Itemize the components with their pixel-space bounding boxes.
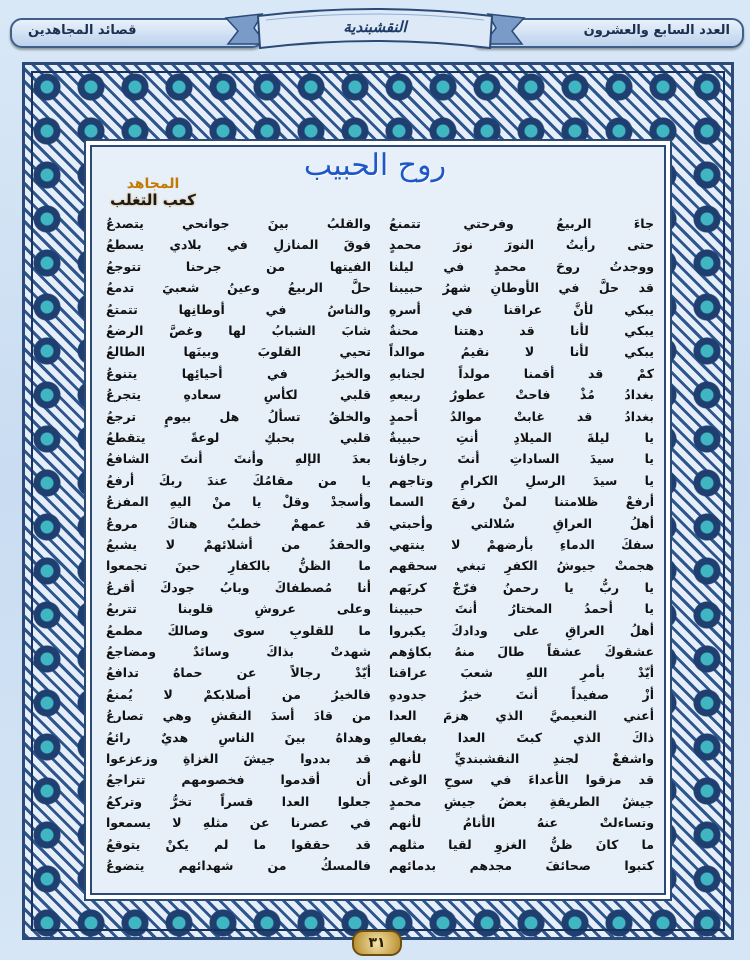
verse-second-hemistich: ما الظنُّ بالكفارِ حينَ تجمعوا [106, 558, 371, 574]
verse-row [106, 853, 654, 879]
header-issue-label: العدد السابع والعشرون [583, 23, 730, 38]
verse-second-hemistich: ما للقلوبِ سوى وصالكَ مطمعُ [106, 622, 371, 638]
verse-first-hemistich: أزْ صفيداً أنتَ خيرُ جدودهِ [389, 686, 654, 702]
verse-second-hemistich: أن أقدموا فخصومهم تتراجعُ [106, 772, 371, 788]
verse-second-hemistich: شابَ الشبابُ لها وغصَّ الرضعُ [106, 323, 371, 338]
verse-first-hemistich: أيّدْ بأمرِ اللهِ شعبَ عراقنا [389, 665, 654, 681]
verse-first-hemistich: يا سيدَ الساداتِ أنتَ رجاؤنا [389, 451, 654, 467]
verse-first-hemistich: سفكَ الدماءِ بأرضهمْ لا ينتهي [389, 537, 654, 552]
verse-first-hemistich: يا ربُّ يا رحمنُ فرّجْ كربَهم [389, 579, 654, 595]
verse-first-hemistich: جاءَ الربيعُ وفرحتي تتمنعُ [389, 216, 654, 231]
verse-second-hemistich: قد عمهمْ خطبٌ هناكَ مروعُ [106, 515, 371, 531]
verse-second-hemistich: والحقدُ من أشلائهمْ لا يشبعُ [106, 537, 371, 552]
verse-first-hemistich: يبكي لأنا لا نقيمُ موالداً [389, 344, 654, 360]
verse-second-hemistich: وهداهُ بينَ الناسِ هديٌ رائعُ [106, 729, 371, 745]
verse-second-hemistich: في عصرنا عن مثلهِ لا يسمعوا [106, 815, 371, 831]
author-name: كعب التغلب [110, 191, 196, 209]
verse-first-hemistich: عشقوكَ عشقاً طالَ منهُ بكاؤهم [389, 644, 654, 659]
verse-second-hemistich: قلبي لكأسِ سعادهِ يتجرعُ [106, 387, 371, 403]
verse-first-hemistich: يبكي لأنا قد دهتنا محنةٌ [389, 323, 654, 338]
verse-second-hemistich: والخيرُ في أحيائِها يتنوعُ [106, 365, 371, 381]
verse-second-hemistich: الفيتها من جرحنا تتوجعُ [106, 258, 371, 274]
verse-first-hemistich: قد مزقوا الأعداءَ في سوحِ الوغى [389, 772, 654, 788]
verse-second-hemistich: فوقَ المنازلِ في بلادي يسطعُ [106, 237, 371, 253]
verse-first-hemistich: بغدادُ مُذْ فاحتْ عطورُ ربيعهِ [389, 387, 654, 403]
verse-second-hemistich: حلَّ الربيعُ وعينُ شعبيَ تدمعُ [106, 280, 371, 296]
verse-second-hemistich: فالخيرُ من أصلابكمْ لا يُمنعُ [106, 686, 371, 702]
verse-first-hemistich: واشفعْ لجندِ النقشبنديِّ لأنهم [389, 751, 654, 766]
verse-first-hemistich: أعني النعيميَّ الذي هزمَ العدا [389, 708, 654, 724]
verse-first-hemistich: قد حلَّ في الأوطانِ شهرُ حبيبنا [389, 280, 654, 296]
verse-second-hemistich: قلبي بحبكِ لوعةً يتقطعُ [106, 430, 371, 445]
verse-second-hemistich: شهدتْ بذاكَ وسائدٌ ومضاجعُ [106, 644, 371, 659]
verse-second-hemistich: وأسجدْ وقلْ يا منْ اليهِ المفزعُ [106, 494, 371, 510]
verse-second-hemistich: يا من مقامُكَ عندَ ربكَ أرفعُ [106, 472, 371, 488]
verse-first-hemistich: ووجدتُ روحَ محمدٍ في ليلنا [389, 258, 654, 274]
author-block [98, 176, 208, 208]
verse-first-hemistich: ما كانَ ظنُّ الغزوِ لقيا مثلهم [389, 836, 654, 852]
header-section-label: قصائد المجاهدين [28, 23, 137, 38]
verse-second-hemistich: أنا مُصطفاكَ وبابُ جودكَ أقرعُ [106, 579, 371, 595]
verse-second-hemistich: والناسُ في أوطانِها تتمتعُ [106, 301, 371, 317]
verse-second-hemistich: فالمسكُ من شهدائهم يتضوعُ [106, 858, 371, 873]
ribbon-label: النقشبندية [343, 18, 407, 36]
verse-second-hemistich: بعدَ الإلهِ وأنتَ أنتَ الشافعُ [106, 451, 371, 467]
verse-second-hemistich: أيّدْ رجالاً عن حماهُ تدافعُ [106, 665, 371, 681]
verse-first-hemistich: كمْ قد أقمنا مولداً لجنابهِ [389, 365, 654, 381]
verse-first-hemistich: يا ليلةَ الميلادِ أنتِ حبيبةٌ [389, 430, 654, 445]
verse-second-hemistich: قد حققوا ما لم يكنْ يتوقعُ [106, 836, 371, 852]
verse-second-hemistich: جعلوا العدا قسراً تخرُّ وتركعُ [106, 793, 371, 809]
author-prefix: المجاهد [126, 176, 180, 192]
verse-first-hemistich: أرفعْ ظلامتنا لمنْ رفعَ السما [389, 494, 654, 510]
verse-first-hemistich: بغدادُ قد غابتْ موالدُ أحمدٍ [389, 408, 654, 424]
verse-first-hemistich: حتى رأيتُ النورَ نورَ محمدٍ [389, 237, 654, 253]
verse-second-hemistich: والقلبُ بينَ جوانحي يتصدعُ [106, 216, 371, 231]
verse-second-hemistich: وعلى عروشِ قلوبنا تتربعُ [106, 601, 371, 617]
page-number: ٣١ [352, 930, 402, 956]
verse-second-hemistich: تحيي القلوبَ وبينَها الطالعُ [106, 344, 371, 360]
verse-first-hemistich: كتبوا صحائفَ مجدهم بدمائهم [389, 858, 654, 873]
verse-first-hemistich: جيشُ الطريقةِ بعضُ جيشِ محمدٍ [389, 793, 654, 809]
verse-second-hemistich: من قادَ أسدَ النقشِ وهي تصارعُ [106, 708, 371, 724]
verse-first-hemistich: ذاكَ الذي كبتَ العدا بفعالهِ [389, 729, 654, 745]
verse-first-hemistich: هجمتْ جيوشُ الكفرِ تبغي سحقهم [389, 558, 654, 574]
verse-first-hemistich: يبكي لأنَّ عراقنا في أسرهِ [389, 301, 654, 317]
verse-first-hemistich: وتساءلتْ عنهُ الأنامُ لأنهم [389, 815, 654, 831]
verse-second-hemistich: والخلقُ تسألُ هل بيومٍ ترجعُ [106, 408, 371, 424]
poem-title: روح الحبيب [303, 148, 447, 183]
verse-second-hemistich: قد بددوا جيشَ الغزاةِ وزعزعوا [106, 751, 371, 766]
verse-first-hemistich: يا سيدَ الرسلِ الكرامِ وتاجهم [389, 472, 654, 488]
verse-first-hemistich: أهلُ العراقِ سُلالتي وأحبتي [389, 515, 654, 531]
verse-first-hemistich: يا أحمدُ المختارُ أنتَ حبيبنا [389, 601, 654, 617]
verse-first-hemistich: أهلُ العراقِ على ودادكَ يكبروا [389, 622, 654, 638]
